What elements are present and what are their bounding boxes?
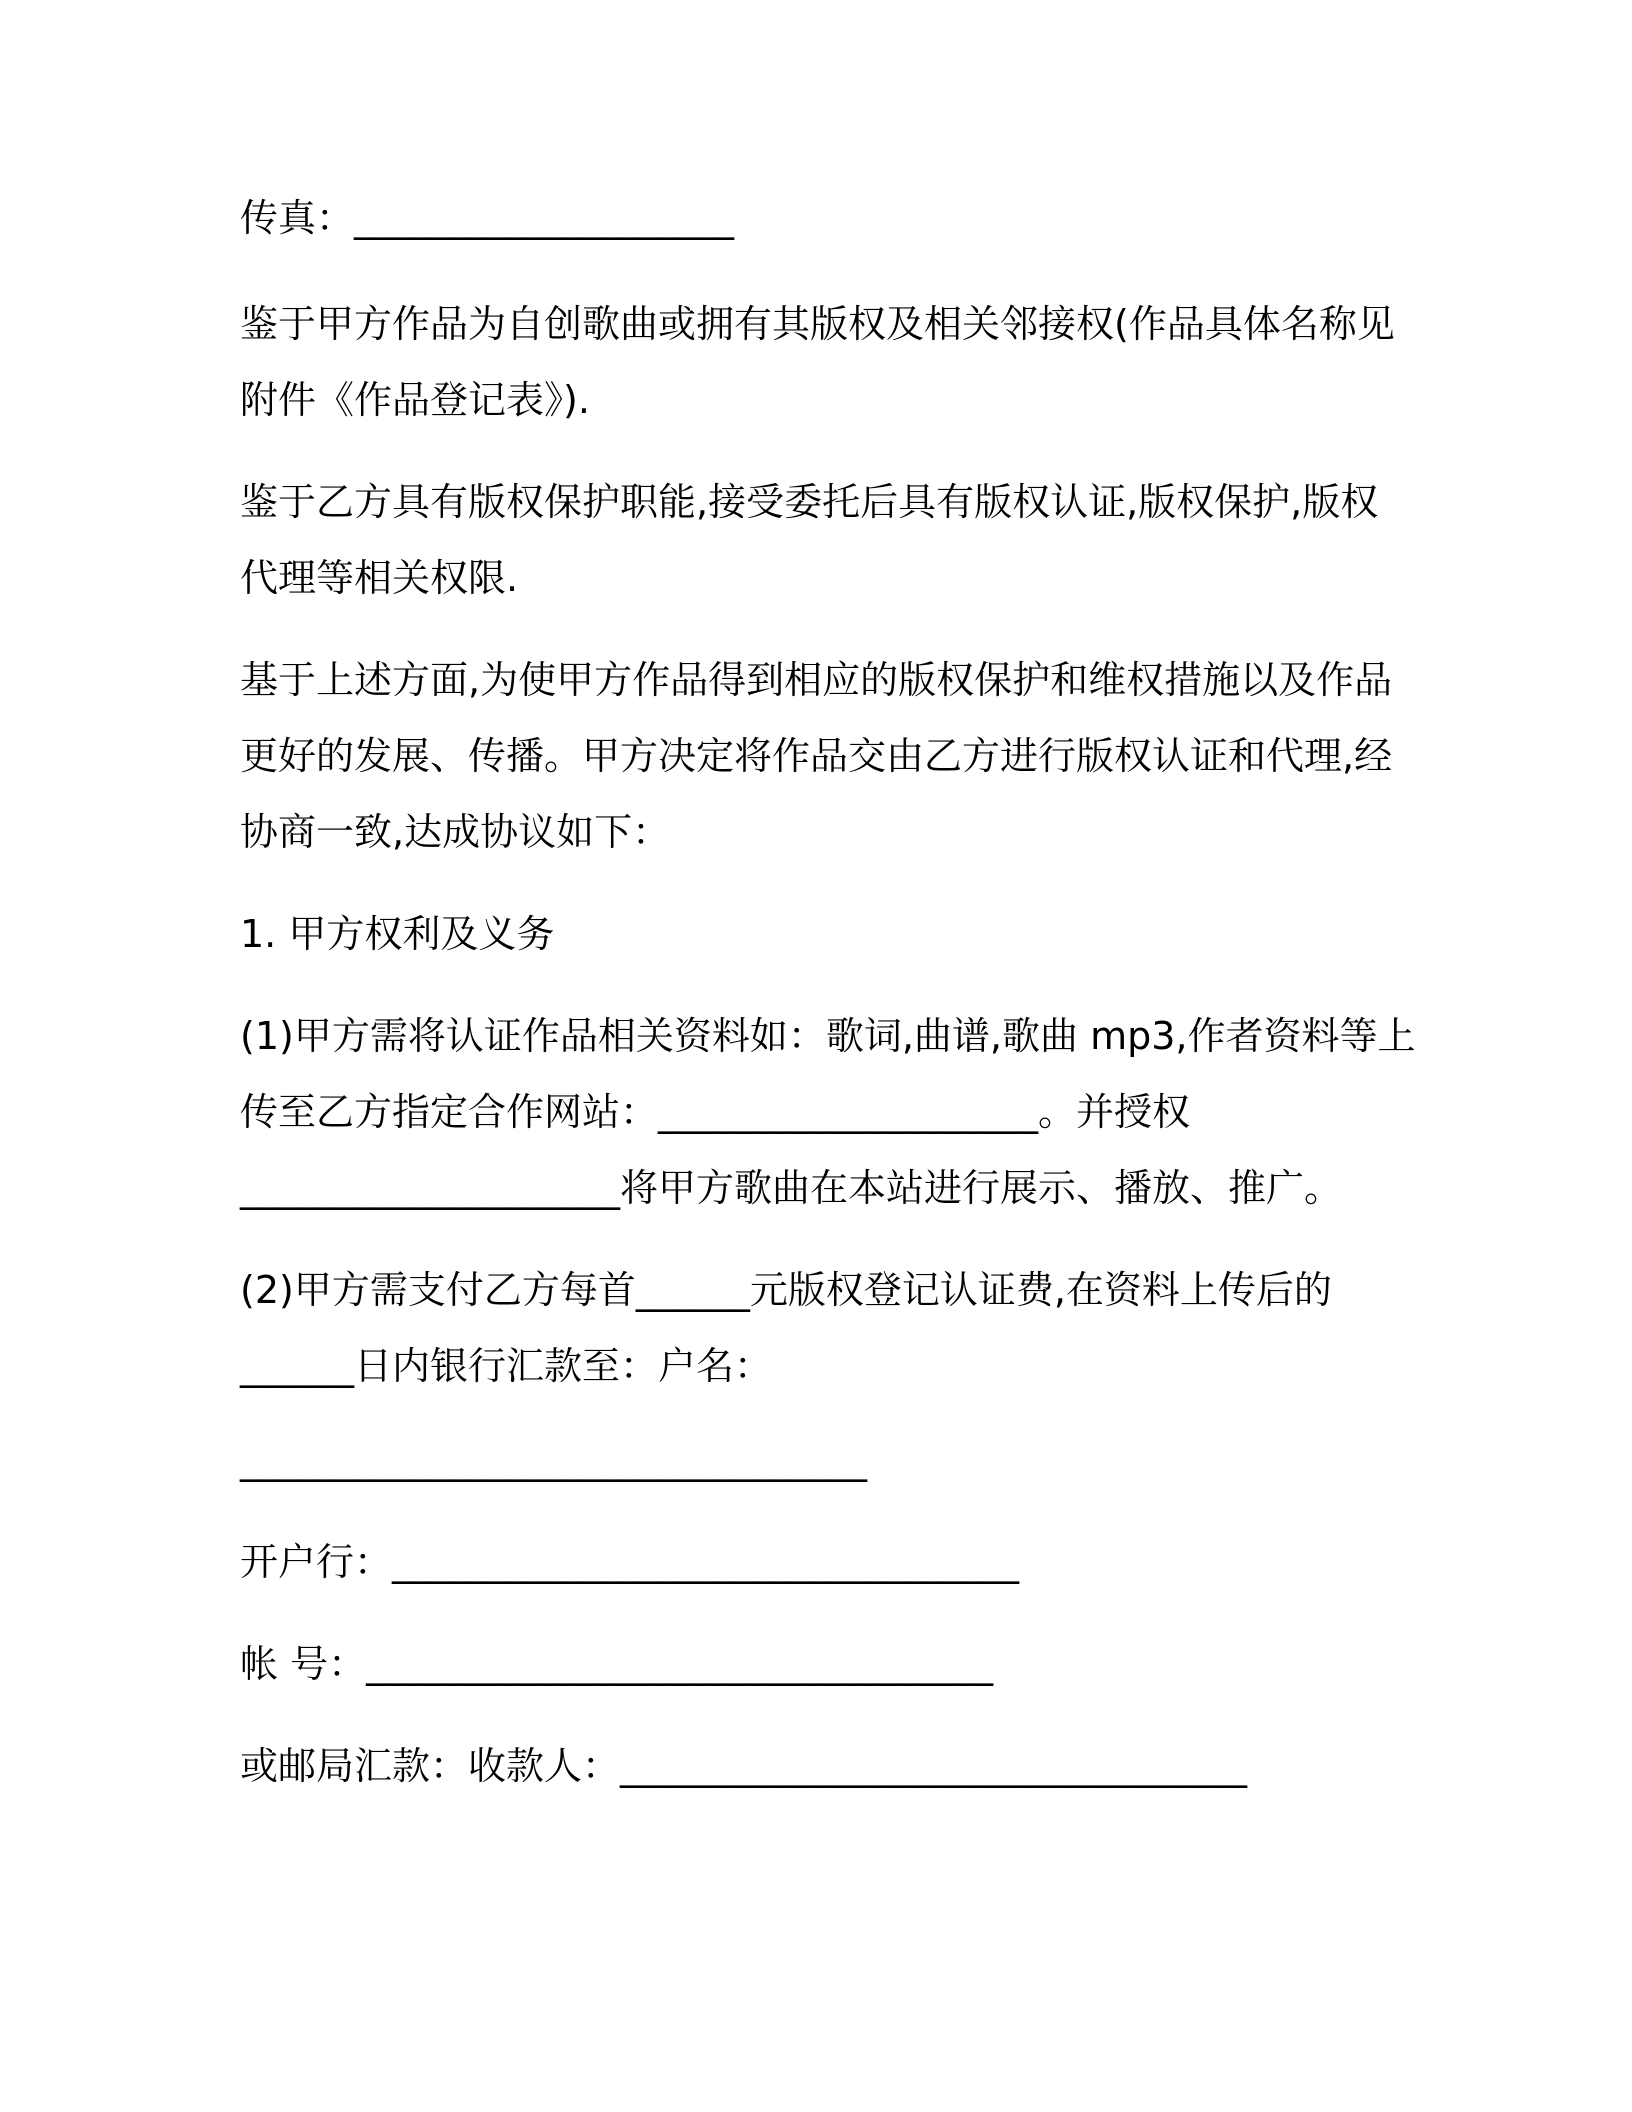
paragraph-2-line-1: 鉴于乙方具有版权保护职能,接受委托后具有版权认证,版权保护,版权 [240,480,1379,524]
clause-1-line-1: (1)甲方需将认证作品相关资料如：歌词,曲谱,歌曲 mp3,作者资料等上 [240,1014,1416,1058]
account-number-line: 帐 号：_________________________________ [240,1642,994,1686]
clause-2-line-2: ______日内银行汇款至：户名： [240,1344,773,1388]
paragraph-3-line-3: 协商一致,达成协议如下： [240,810,671,854]
paragraph-1-line-1: 鉴于甲方作品为自创歌曲或拥有其版权及相关邻接权(作品具体名称见 [240,302,1395,346]
postal-remittance-line: 或邮局汇款：收款人：_________________________________ [240,1744,1248,1788]
account-name-blank: _________________________________ [240,1438,867,1482]
paragraph-1-line-2: 附件《作品登记表》). [240,378,590,422]
paragraph-3-line-1: 基于上述方面,为使甲方作品得到相应的版权保护和维权措施以及作品 [240,658,1393,702]
fax-line: 传真：____________________ [240,196,735,240]
clause-1-line-2: 传至乙方指定合作网站：____________________。并授权 [240,1090,1191,1134]
paragraph-2-line-2: 代理等相关权限. [240,556,519,600]
section-heading: 1. 甲方权利及义务 [240,912,555,956]
paragraph-3-line-2: 更好的发展、传播。甲方决定将作品交由乙方进行版权认证和代理,经 [240,734,1393,778]
clause-2-line-1: (2)甲方需支付乙方每首______元版权登记认证费,在资料上传后的 [240,1268,1332,1312]
clause-1-line-3: ____________________将甲方歌曲在本站进行展示、播放、推广。 [240,1166,1343,1210]
bank-line: 开户行：_________________________________ [240,1540,1020,1584]
